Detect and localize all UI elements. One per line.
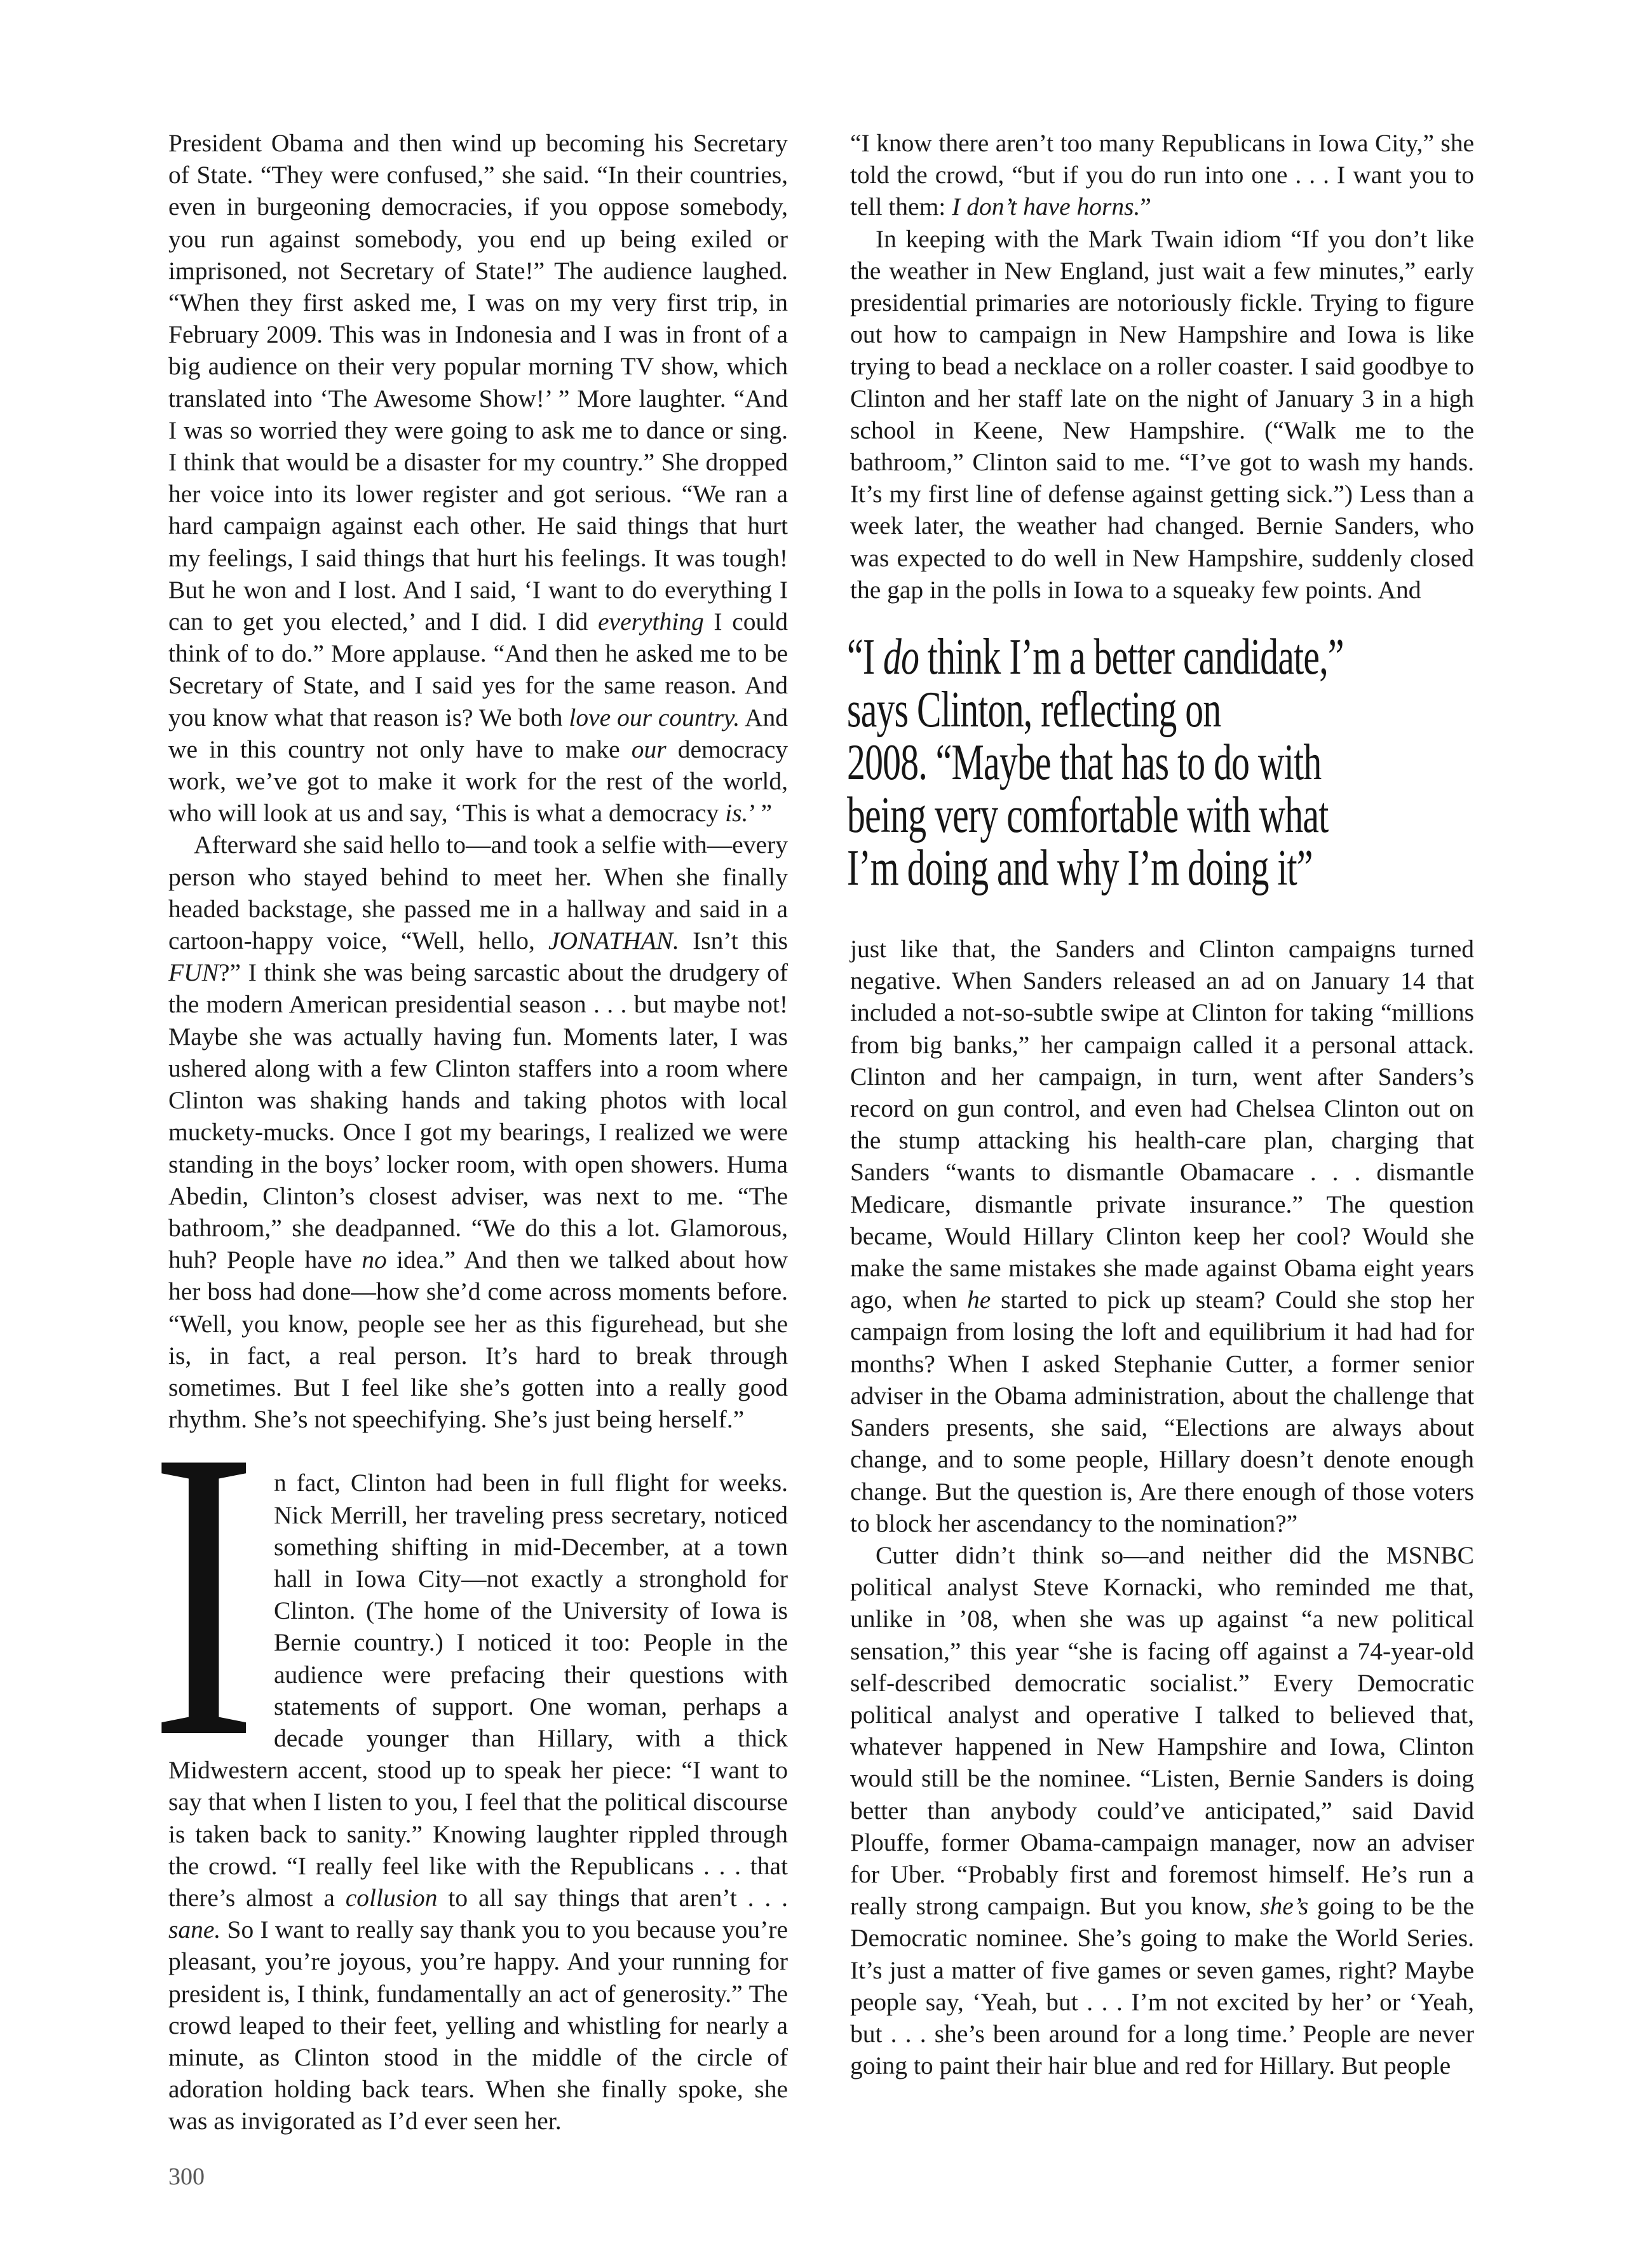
text-segment: I’m doing and why I’m doing it”: [847, 840, 1313, 897]
text-segment: think I’m a better candidate,”: [919, 629, 1344, 686]
italic-text-segment: collusion: [345, 1883, 438, 1912]
right-bottom-paragraphs: [850, 933, 1474, 2081]
text-segment: And we in this country not only have to make: [168, 703, 788, 763]
dropcap-paragraph: [150, 1365, 788, 2137]
page-number: 300: [168, 2163, 205, 2190]
text-segment: Afterward she said hello to—and took a selfie with—every person who stayed behind to meet her. When she finally headed backstage, she passed me in a hallway and said in a cartoon-happy voice, “Well, hello,: [168, 831, 788, 955]
text-segment: So I want to really say thank you to you because you’re pleasant, you’re joyous, you’re happy. And your running for president is, I think, fundamentally an act of generosity.” The crowd leaped to their feet, yelling and whistling for nearly a minute, as Clinton stood in the middle of the circle of adoration holding back tears. When she finally spoke, she was as invigorated as I’d ever seen her.: [168, 1916, 788, 2135]
paragraph: [168, 127, 788, 829]
italic-text-segment: our: [631, 735, 667, 763]
text-segment: n fact, Clinton had been in full flight for weeks. Nick Merrill, her traveling press secretary, noticed something shifting in mid-December, at a town hall in Iowa City—not exactly a stronghold for Clinton. (The home of the University of Iowa is Bernie country.) I noticed it too: People in the audience were prefacing their questions with statements of support. One woman, perhaps a decade younger than Hillary, with a thick Midwestern accent, stood up to speak her piece: “I want to say that when I listen to you, I feel that the political discourse is taken back to sanity.” Knowing laughter rippled through the crowd. “I really feel like with the Republicans . . . that there’s almost a: [168, 1469, 788, 1912]
text-segment: I could think of to do.” More applause. “And then he asked me to be Secretary of State, and I said yes for the same reason. And you know what that reason is? We both: [168, 608, 788, 732]
pull-quote-line: [847, 787, 1329, 844]
paragraph: [850, 933, 1474, 1539]
italic-text-segment: FUN: [168, 958, 219, 987]
pull-quote-line: [847, 629, 1344, 686]
text-segment: ?” I think she was being sarcastic about the drudgery of the modern American presidential season . . . but maybe not! Maybe she was actually having fun. Moments later, I was ushered along with a few Clinton staffers into a room where Clinton was shaking hands and taking photos with local muckety-mucks. Once I got my bearings, I realized we were standing in the boys’ locker room, with open showers. Huma Abedin, Clinton’s closest adviser, was next to me. “The bathroom,” she deadpanned. “We do this a lot. Glamorous, huh? People have: [168, 958, 788, 1274]
right-top-paragraphs: [850, 127, 1474, 606]
italic-text-segment: I don’t have horns.: [952, 193, 1141, 221]
paragraph: [850, 1539, 1474, 2081]
text-segment: to all say things that aren’t . . .: [437, 1883, 788, 1912]
pull-quote: [847, 631, 1482, 895]
text-segment: Cutter didn’t think so—and neither did the MSNBC political analyst Steve Kornacki, who reminded me that, unlike in ’08, when she was up against “a new political sensation,” this year “she is facing off against a 74-year-old self-described democratic socialist.” Every Democratic political analyst and operative I talked to believed that, whatever happened in New Hampshire and Iowa, Clinton would still be the nominee. “Listen, Bernie Sanders is doing better than anybody could’ve anticipated,” said David Plouffe, former Obama-campaign manager, now an adviser for Uber. “Probably first and foremost himself. He’s run a really strong campaign. But you know,: [850, 1541, 1474, 1921]
italic-text-segment: he: [967, 1286, 991, 1314]
text-segment: Isn’t this: [679, 927, 789, 955]
left-column: [150, 127, 789, 2191]
right-column: [847, 127, 1475, 2081]
left-paragraphs: [168, 127, 788, 1435]
paragraph: [850, 223, 1474, 606]
italic-text-segment: love our country.: [569, 703, 740, 732]
text-segment: democracy work, we’ve got to make it work for the rest of the world, who will look at us and say, ‘This is what a democracy: [168, 735, 788, 827]
paragraph: [168, 829, 788, 1435]
text-segment: President Obama and then wind up becoming his Secretary of State. “They were confused,” she said. “In their countries, even in burgeoning democracies, if you oppose somebody, you run against somebody, you end up being exiled or imprisoned, not Secretary of State!” The audience laughed. “When they first asked me, I was on my very first trip, in February 2009. This was in Indonesia and I was in front of a big audience on their very popular morning TV show, which translated into ‘The Awesome Show!’ ” More laughter. “And I was so worried they were going to ask me to dance or sing. I think that would be a disaster for my country.” She dropped her voice into its lower register and got serious. “We ran a hard campaign against each other. He said things that hurt my feelings, I said things that hurt his feelings. It was tough! But he won and I lost. And I said, ‘I want to do everything I can to get you elected,’ and I did. I did: [168, 129, 788, 636]
text-segment: being very comfortable with what: [847, 787, 1329, 844]
italic-text-segment: everything: [598, 608, 704, 636]
text-segment: 2008. “Maybe that has to do with: [847, 735, 1322, 791]
dropcap-letter: I: [150, 1365, 257, 1823]
italic-text-segment: sane.: [168, 1916, 221, 1944]
text-segment: just like that, the Sanders and Clinton campaigns turned negative. When Sanders released an ad on January 14 that included a not-so-subtle swipe at Clinton for taking “millions from big banks,” her campaign called it a personal attack. Clinton and her campaign, in turn, went after Sanders’s record on gun control, and even had Chelsea Clinton out on the stump attacking his health-care plan, charging that Sanders “wants to dismantle Obamacare . . . dismantle Medicare, dismantle private insurance.” The question became, Would Hillary Clinton keep her cool? Would she make the same mistakes she made against Obama eight years ago, when: [850, 935, 1474, 1314]
text-segment: ”: [1140, 193, 1151, 221]
text-segment: In keeping with the Mark Twain idiom “If you don’t like the weather in New England, just wait a few minutes,” early presidential primaries are notoriously fickle. Trying to figure out how to campaign in New Hampshire and Iowa is like trying to bead a necklace on a roller coaster. I said goodbye to Clinton and her staff late on the night of January 3 in a high school in Keene, New Hampshire. (“Walk me to the bathroom,” Clinton said to me. “I’ve got to wash my hands. It’s my first line of defense against getting sick.”) Less than a week later, the weather had changed. Bernie Sanders, who was expected to do well in New Hampshire, suddenly closed the gap in the polls in Iowa to a squeaky few points. And: [850, 224, 1474, 604]
italic-text-segment: no: [362, 1246, 387, 1274]
text-segment: ’ ”: [748, 799, 772, 827]
pull-quote-line: [847, 684, 1304, 737]
paragraph: [850, 127, 1474, 223]
italic-text-segment: she’s: [1260, 1892, 1309, 1921]
pull-quote-line: [847, 840, 1313, 897]
text-segment: says Clinton, reflecting on: [847, 682, 1221, 738]
text-segment: idea.” And then we talked about how her boss had done—how she’d come across moments before. “Well, you know, people see her as this figurehead, but she is, in fact, a real person. It’s hard to break through sometimes. But I feel like she’s gotten into a really good rhythm. She’s not speechifying. She’s just being herself.”: [168, 1246, 788, 1434]
text-segment: going to be the Democratic nominee. She’s going to make the World Series. It’s just a matter of five games or seven games, right? Maybe people say, ‘Yeah, but . . . I’m not excited by her’ or ‘Yeah, but . . . she’s been around for a long time.’ People are never going to paint their hair blue and red for Hillary. But people: [850, 1892, 1474, 2080]
italic-text-segment: is.: [725, 799, 748, 827]
text-segment: “I: [847, 629, 883, 686]
italic-text-segment: JONATHAN.: [548, 927, 679, 955]
text-segment: started to pick up steam? Could she stop her campaign from losing the loft and equilibrium it had had for months? When I asked Stephanie Cutter, a former senior adviser in the Obama administration, about the challenge that Sanders presents, she said, “Elections are always about change, and to some people, Hillary doesn’t denote enough change. But the question is, Are there enough of those voters to block her ascendancy to the nomination?”: [850, 1286, 1475, 1537]
pull-quote-line: [847, 735, 1322, 791]
italic-text-segment: do: [883, 629, 919, 686]
dropcap-spacer: [150, 1365, 274, 1823]
text-segment: “I know there aren’t too many Republicans in Iowa City,” she told the crowd, “but if you do run into one . . . I want you to tell them:: [850, 129, 1474, 221]
